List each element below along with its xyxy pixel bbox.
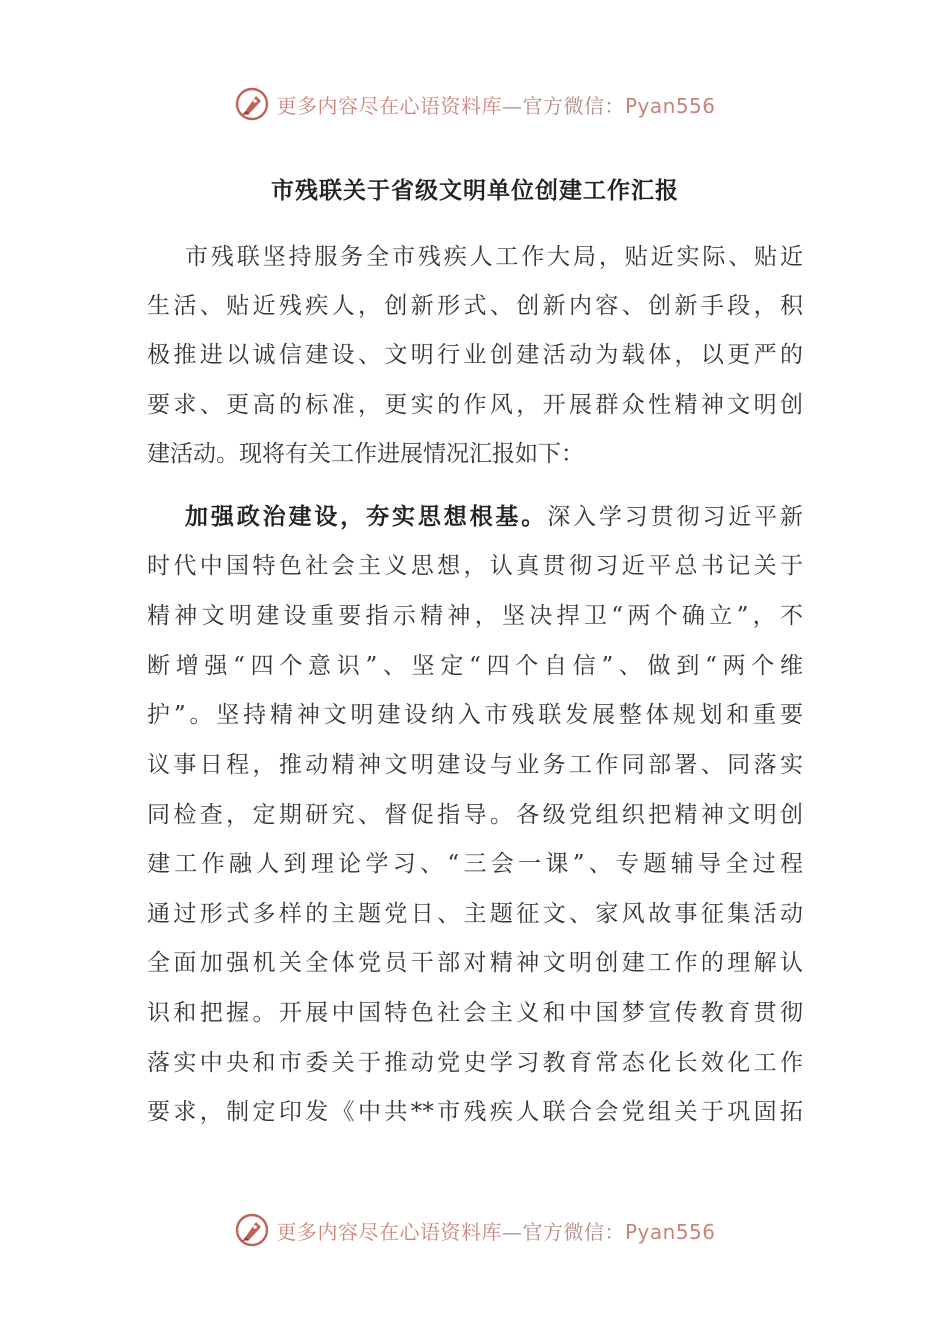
footer-watermark-banner	[0, 1210, 950, 1250]
footer-separator: —	[501, 1219, 523, 1244]
paragraph2-line: 落实中央和市委关于推动党史学习教育常态化长效化工作	[147, 1050, 803, 1076]
paragraph1-line: 生活、贴近残疾人，创新形式、创新内容、创新手段，积	[147, 293, 803, 319]
paragraph2-line: 精神文明建设重要指示精神，坚决捍卫“两个确立”，不	[147, 603, 803, 629]
pen-nib-logo-icon	[234, 86, 270, 122]
header-separator: —	[501, 93, 523, 118]
footer-banner-text	[276, 1216, 715, 1245]
paragraph1-line: 极推进以诚信建设、文明行业创建活动为载体，以更严的	[147, 342, 803, 368]
paragraph2-line: 护”。坚持精神文明建设纳入市残联发展整体规划和重要	[147, 702, 803, 728]
paragraph2-line: 全面加强机关全体党员干部对精神文明创建工作的理解认	[147, 950, 803, 976]
header-banner-text	[276, 90, 715, 119]
paragraph2-line: 时代中国特色社会主义思想，认真贯彻习近平总书记关于	[147, 553, 803, 579]
header-site-name: 更多内容尽在心语资料库	[276, 93, 502, 118]
section-heading: 加强政治建设，夯实思想根基。	[185, 503, 548, 530]
header-wechat-label: 官方微信：	[522, 93, 625, 118]
document-title: 市残联关于省级文明单位创建工作汇报	[271, 177, 679, 204]
paragraph1-line: 建活动。现将有关工作进展情况汇报如下：	[147, 441, 584, 467]
footer-wechat-label: 官方微信：	[522, 1219, 625, 1244]
footer-site-name: 更多内容尽在心语资料库	[276, 1219, 502, 1244]
paragraph2-line: 议事日程，推动精神文明建设与业务工作同部署、同落实	[147, 752, 803, 778]
header-wechat-id: Pyan556	[624, 93, 716, 118]
pen-nib-logo-icon	[234, 1212, 270, 1248]
paragraph2-line: 识和把握。开展中国特色社会主义和中国梦宣传教育贯彻	[147, 1000, 803, 1026]
paragraph2-line-rest: 深入学习贯彻习近平新	[547, 504, 804, 530]
paragraph2-line: 断增强“四个意识”、坚定“四个自信”、做到“两个维	[147, 653, 803, 679]
paragraph2-line: 建工作融人到理论学习、“三会一课”、专题辅导全过程	[147, 851, 803, 877]
paragraph2-line: 同检查，定期研究、督促指导。各级党组织把精神文明创	[147, 802, 803, 828]
header-watermark-banner	[0, 84, 950, 124]
paragraph2-first-line	[185, 492, 803, 542]
paragraph1-line: 要求、更高的标准，更实的作风，开展群众性精神文明创	[147, 392, 803, 418]
paragraph1-line: 市残联坚持服务全市残疾人工作大局，贴近实际、贴近	[185, 244, 803, 270]
paragraph2-line: 通过形式多样的主题党日、主题征文、家风故事征集活动	[147, 901, 803, 927]
paragraph2-line: 要求，制定印发《中共**市残疾人联合会党组关于巩固拓	[147, 1099, 803, 1125]
footer-wechat-id: Pyan556	[624, 1219, 716, 1244]
